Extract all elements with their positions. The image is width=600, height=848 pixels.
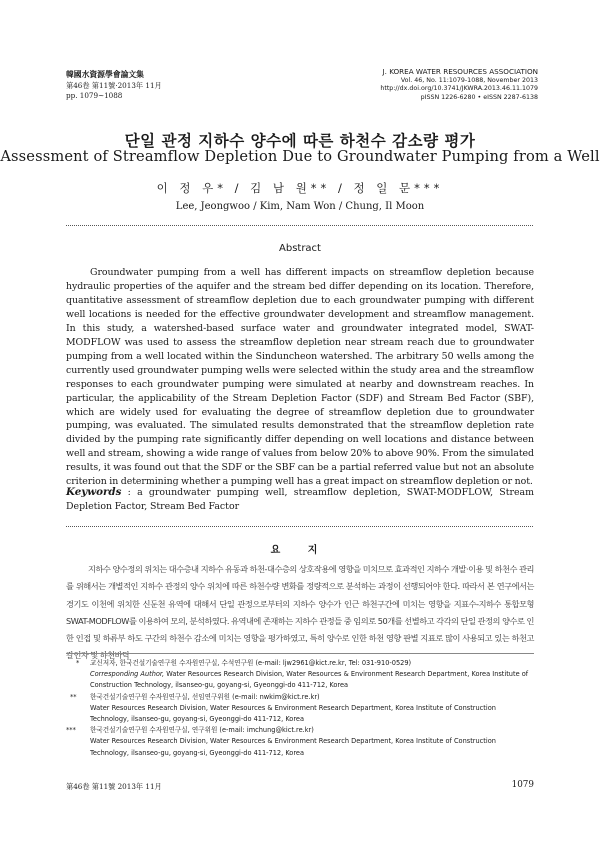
authors-korean: 이 정 우* / 김 남 원** / 정 일 문*** bbox=[156, 181, 444, 195]
korean-abstract-body: 지하수 양수정의 위치는 대수층내 지하수 유동과 하천-대수층의 상호작용에 영향을 미치므로 효과적인 지하수 개발·이용 및 하천수 관리를 위해서는 개별적인 지하수 관정의 양수 위치에 따른 하천수량 변화를 정량적으로 분석하는 과정이 선행되어야 한다. 따라서 본 연구에서는 경기도 이천에 위치한 신둔천 유역에 대해서 단일 관정으로부터의 지하수 양수가 인근 하천구간에 미치는 영향을 지표수-지하수 통합모형 SWAT-MODFLOW를 이용하여 모의, 분석하였다. 유역내에 존재하는 지하수 관정들 중 임의로 50개를 선별하고 각각의 단일 관정의 양수로 인한 인접 및 하류부 하도 구간의 하천수 감소에 미치는 영향을 평가하였고, 특히 양수로 인한 하천 영향 판별 지표로 많이 사용되고 있는 하천고갈인자 및 하천바닥 bbox=[66, 564, 534, 661]
korean-abstract-heading: 요 지 bbox=[270, 545, 330, 556]
abstract-body: Groundwater pumping from a well has different impacts on streamflow depletion because hydraulic properties of the aquifer and the stream bed differ depending on its location. Therefore, quantitative assessment of streamflow depletion due to each groundwater pumping with different well locations is needed for the effective groundwater development and streamflow management. In this study, a watershed-based surface water and groundwater integrated model, SWAT-MODFLOW was used to assess the streamflow depletion near stream reach due to groundwater pumping from a well located within the Sinduncheon watershed. The arbitrary 50 wells among the currently used groundwater pumping wells were selected within the study area and the streamflow responses to each groundwater pumping were simulated at nearby and downstream reaches. In particular, the applicability of the Stream Depletion Factor (SDF) and Stream Bed Factor (SBF), which are widely used for evaluating the degree of streamflow depletion due to groundwater pumping, was evaluated. The simulated results demonstrated that the streamflow depletion rate divided by the pumping rate significantly differ depending on well locations and distance between well and stream, showing a wide range of values from below 20% to above 90%. From the simulated results, it was found out that the SDF or the SBF can be a partial referred value but not an absolute criterion in determining whether a pumping well has a great impact on streamflow depletion or not. bbox=[66, 267, 534, 488]
doi-link[interactable]: http://dx.doi.org/10.3741/JKWRA.2013.46.11.1079 bbox=[380, 85, 538, 93]
journal-name-hanja: 韓國水資源學會論文集 bbox=[66, 70, 144, 79]
footnote-3 bbox=[66, 725, 536, 759]
page-range: pp. 1079~1088 bbox=[66, 91, 123, 100]
footnote-korean: 한국건설기술연구원 수자원연구실, 선임연구위원 (e-mail: nwkim@kict.re.kr) bbox=[90, 692, 320, 701]
title-english: Assessment of Streamflow Depletion Due to Groundwater Pumping from a Well bbox=[0, 148, 600, 165]
footnote-mark: ** bbox=[70, 692, 77, 701]
footnote-mark: * bbox=[76, 659, 80, 667]
keywords-label: Keywords bbox=[66, 486, 122, 498]
page-number: 1079 bbox=[511, 780, 534, 790]
footnote-english: Water Resources Research Division, Water Resources & Environment Research Department, Korea Institute of Construction Technology, ilsanseo-gu, goyang-si, Gyeonggi-do 411-712, Korea bbox=[90, 737, 496, 757]
volume-issue-hanja: 第46卷 第11號·2013年 11月 bbox=[66, 80, 162, 90]
journal-header-left bbox=[66, 70, 162, 102]
divider-top bbox=[66, 225, 533, 226]
title-korean: 단일 관정 지하수 양수에 따른 하천수 감소량 평가 bbox=[124, 132, 476, 150]
keywords-text: : a groundwater pumping well, streamflow depletion, SWAT-MODFLOW, Stream Depletion Factor, Stream Bed Factor bbox=[66, 487, 534, 513]
journal-header-right bbox=[380, 68, 538, 102]
footnote-korean: 교신저자, 한국건설기술연구원 수자원연구실, 수석연구원 (e-mail: ljw2961@kict.re.kr, Tel: 031-910-0529) bbox=[90, 659, 412, 667]
footnote-korean: 한국건설기술연구원 수자원연구실, 연구위원 (e-mail: imchung@kict.re.kr) bbox=[90, 726, 314, 735]
journal-name-en: J. KOREA WATER RESOURCES ASSOCIATION bbox=[382, 67, 538, 76]
divider-mid bbox=[66, 526, 533, 527]
footnote-mark: *** bbox=[66, 726, 76, 735]
keywords bbox=[66, 485, 534, 515]
abstract-heading: Abstract bbox=[279, 243, 321, 254]
authors-english: Lee, Jeongwoo / Kim, Nam Won / Chung, Il Moon bbox=[175, 201, 425, 212]
footnote-role: Corresponding Author, bbox=[90, 670, 165, 679]
footnote-2 bbox=[66, 692, 536, 726]
footnote-1 bbox=[66, 658, 536, 692]
footnote-english: Water Resources Research Division, Water Resources & Environment Research Department, Korea Institute of Construction Technology, ilsanseo-gu, goyang-si, Gyeonggi-do 411-712, Korea bbox=[90, 670, 529, 690]
footer-issue: 第46卷 第11號 2013年 11月 bbox=[66, 782, 162, 791]
footnotes bbox=[66, 658, 536, 759]
volume-issue-en: Vol. 46, No. 11:1079-1088, November 2013 bbox=[400, 76, 538, 84]
footnote-divider bbox=[66, 653, 534, 654]
issn: pISSN 1226-6280 • eISSN 2287-6138 bbox=[420, 93, 538, 101]
footnote-english: Water Resources Research Division, Water Resources & Environment Research Department, Korea Institute of Construction Technology, ilsanseo-gu, goyang-si, Gyeonggi-do 411-712, Korea bbox=[90, 703, 496, 724]
